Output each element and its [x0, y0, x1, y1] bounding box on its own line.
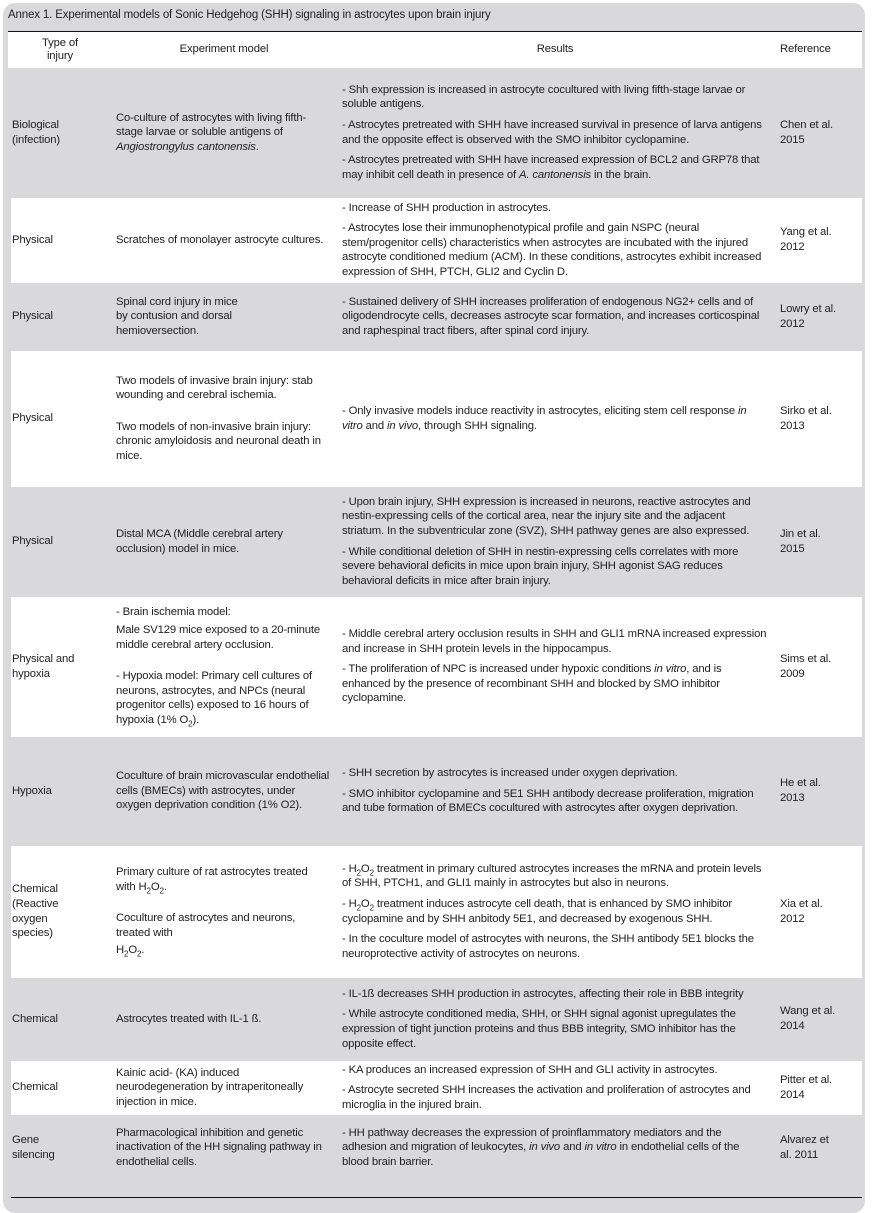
italic-text: A. cantonensis [519, 168, 592, 181]
italic-text: in vitro [584, 1141, 617, 1154]
injury-type-cell: Physical and hypoxia [8, 597, 112, 737]
injury-type-cell: Physical [8, 351, 112, 487]
table-row [8, 283, 862, 351]
results-cell [336, 1061, 774, 1115]
text-run: and [362, 419, 387, 432]
text-run: and [560, 1141, 585, 1154]
result-item [342, 766, 768, 781]
result-item [342, 221, 768, 279]
table-row [8, 198, 862, 283]
text-run: Coculture of astrocytes and neurons, treated with [116, 912, 296, 939]
results-cell [336, 978, 774, 1061]
result-item [342, 897, 768, 926]
text-run: Coculture of brain microvascular endothelial cells (BMECs) with astrocytes, under oxygen deprivation condition (1% O2). [116, 770, 330, 812]
result-item [342, 1007, 768, 1051]
experiment-model-cell [112, 597, 336, 737]
subscript: 2 [356, 903, 361, 913]
header-type-of-injury: Type of injury [41, 36, 78, 62]
reference-cell: Lowry et al. 2012 [780, 302, 836, 330]
experiment-model-cell [112, 68, 336, 198]
text-run: - Shh expression is increased in astrocyte cocultured with living fifth-stage larvae or soluble antigens. [342, 83, 746, 111]
text-run: Two models of invasive brain injury: stab wounding and cerebral ischemia. [116, 374, 313, 402]
table-row [8, 1115, 862, 1181]
result-item [342, 1063, 768, 1078]
text-run: in endothelial cells of the blood brain barrier. [342, 1141, 740, 1168]
text-run: in the brain. [591, 168, 652, 181]
subscript: 2 [159, 885, 164, 895]
result-item [342, 495, 768, 539]
text-run: - Sustained delivery of SHH increases proliferation of endogenous NG2+ cells and of oligodendrocyte cells, decreases astrocyte scar formation, and increases corticospinal and raphespinal tract fibers, after spinal cord injury. [342, 295, 760, 337]
text-run: - Middle cerebral artery occlusion results in SHH and GLI1 mRNA increased expression and increase in SHH protein levels in the hippocampus. [342, 628, 767, 655]
injury-type-cell: Physical [12, 535, 53, 548]
text-run: H [116, 944, 125, 957]
table-row [8, 1061, 862, 1115]
text-run: O [150, 880, 160, 893]
result-item [342, 932, 768, 961]
text-run: . [255, 140, 259, 153]
model-paragraph [116, 769, 330, 813]
text-run: Kainic acid- (KA) induced neurodegeneration by intraperitoneally injection in mice. [116, 1066, 304, 1108]
table-row [8, 351, 862, 487]
injury-type-cell: Chemical [12, 1012, 58, 1025]
results-cell [336, 846, 774, 978]
text-run: - IL-1ß decreases SHH production in astrocytes, affecting their role in BBB integrity [342, 987, 744, 1000]
subscript: 2 [136, 949, 142, 959]
text-run: Scratches of monolayer astrocyte cultures. [116, 233, 324, 246]
model-paragraph [116, 605, 330, 620]
model-paragraph [116, 374, 330, 403]
injury-type-cell: Chemical [8, 1061, 112, 1115]
model-paragraph [116, 1126, 330, 1170]
italic-text: in vivo [529, 1141, 561, 1154]
text-run: , and is enhanced by the presence of recombinant SHH and blocked by SMO inhibitor cyclopamine. [342, 663, 722, 705]
table-row [8, 68, 862, 198]
text-run: - Hypoxia model: Primary cell cultures of neurons, astrocytes, and NPCs (neural progenitor cells) exposed to 16 hours of hypoxia (1% O [116, 670, 313, 726]
result-item [342, 627, 768, 656]
results-cell [336, 1115, 774, 1181]
reference-cell: Yang et al. 2012 [780, 226, 832, 253]
text-run: - HH pathway decreases the expression of proinflammatory mediators and the adhesion and migration of leukocytes, [342, 1126, 722, 1154]
text-run: Pharmacological inhibition and genetic inactivation of the HH signaling pathway in endothelial cells. [116, 1126, 322, 1168]
results-cell [336, 351, 774, 487]
results-cell [336, 283, 774, 351]
experiment-model-cell [112, 198, 336, 283]
text-run: - Only invasive models induce reactivity in astrocytes, eliciting stem cell response [342, 404, 738, 417]
subscript: 2 [369, 867, 374, 877]
experiment-model-cell [112, 351, 336, 487]
text-run: - Astrocyte secreted SHH increases the activation and proliferation of astrocytes and microglia in the injured brain. [342, 1084, 751, 1111]
model-paragraph [116, 865, 330, 894]
text-run: Co-culture of astrocytes with living fifth-stage larvae or soluble antigens of [116, 111, 307, 139]
text-run: - Upon brain injury, SHH expression is increased in neurons, reactive astrocytes and nestin-expressing cells of the cortical area, near the injury site and the adjacent striatum. In the subventricular zone (SVZ), SHH pathway genes are also expressed. [342, 495, 751, 537]
text-run: Spinal cord injury in mice by contusion and dorsal hemioversection. [116, 295, 238, 337]
result-item [342, 153, 768, 182]
result-item [342, 862, 768, 891]
text-run: ). [192, 713, 200, 726]
injury-type-cell: Physical [8, 198, 112, 283]
italic-text: Angiostrongylus cantonensis [116, 140, 256, 153]
text-run: Astrocytes treated with IL-1 ß. [116, 1012, 262, 1025]
model-paragraph [116, 233, 330, 248]
table-row [8, 737, 862, 846]
text-run: . [141, 944, 145, 957]
reference-cell: Sirko et al. 2013 [780, 404, 832, 432]
italic-text: in vitro [342, 404, 747, 432]
injury-type-cell: Physical [12, 310, 53, 323]
text-run: - H [342, 897, 357, 910]
reference-cell: Xia et al. 2012 [780, 897, 823, 925]
injury-type-cell: Gene silencing [12, 1133, 55, 1161]
result-item [342, 662, 768, 706]
experiment-model-cell [112, 978, 336, 1061]
table-bottom-rule [11, 1197, 862, 1198]
header-reference: Reference [780, 43, 831, 56]
text-run: - SHH secretion by astrocytes is increased under oxygen deprivation. [342, 767, 678, 780]
text-run: - Increase of SHH production in astrocytes. [342, 201, 551, 214]
model-paragraph [116, 295, 330, 339]
text-run: - Astrocytes lose their immunophenotypical profile and gain NSPC (neural stem/progenitor cells) characteristics when astrocytes are incubated with the injured astrocyte conditioned medium (ACM). In these conditions, astrocytes exhibit increased expression of SHH, PTCH, GLI2 and Cyclin D. [342, 222, 762, 278]
table-row [8, 597, 862, 737]
text-run: - In the coculture model of astrocytes with neurons, the SHH antibody 5E1 blocks the neuroprotective activity of astrocytes on neurons. [342, 933, 754, 960]
subscript: 2 [356, 867, 361, 877]
subscript: 2 [188, 719, 193, 729]
result-item [342, 118, 768, 147]
experiment-model-cell [112, 737, 336, 846]
text-run: treatment induces astrocyte cell death, that is enhanced by SMO inhibitor cyclopamine and by SHH anbitody 5E1, and decreased by exogenous SHH. [342, 897, 733, 925]
model-paragraph [116, 420, 330, 464]
table-row [8, 846, 862, 978]
reference-cell: Wang et al. 2014 [780, 1005, 836, 1032]
subscript: 2 [146, 885, 151, 895]
results-cell [336, 198, 774, 283]
text-run: treatment in primary cultured astrocytes increases the mRNA and protein levels of SHH, PTCH1, and GLI1 mainly in astrocytes but also in neurons. [342, 862, 762, 890]
result-item [342, 1083, 768, 1112]
table-header-row [8, 32, 862, 68]
injury-type-cell: Hypoxia [12, 784, 52, 797]
text-run: - Astrocytes pretreated with SHH have increased survival in presence of larva antigens and the opposite effect is observed with the SMO inhibitor cyclopamine. [342, 118, 762, 146]
table-caption: Annex 1. Experimental models of Sonic Hedgehog (SHH) signaling in astrocytes upon brain injury [8, 9, 491, 21]
experiment-model-cell [112, 1061, 336, 1115]
text-run: - Brain ischemia model: [116, 606, 231, 619]
model-paragraph [116, 623, 330, 652]
text-run: - Astrocytes pretreated with SHH have increased expression of BCL2 and GRP78 that may inhibit cell death in presence of [342, 154, 760, 181]
reference-cell: Sims et al. 2009 [780, 652, 832, 680]
model-paragraph [116, 1012, 330, 1027]
result-item [342, 295, 768, 339]
reference-cell: Chen et al. 2015 [780, 118, 833, 146]
text-run: Male SV129 mice exposed to a 20-minute middle cerebral artery occlusion. [116, 624, 321, 651]
result-item [342, 545, 768, 589]
results-cell [336, 597, 774, 737]
text-run: - KA produces an increased expression of SHH and GLI activity in astrocytes. [342, 1063, 718, 1076]
table-row [8, 978, 862, 1061]
text-run: - While astrocyte conditioned media, SHH, or SHH signal agonist upregulates the expression of tight junction proteins and thus BBB integrity, SMO inhibitor has the opposite effect. [342, 1008, 736, 1050]
text-run: - The proliferation of NPC is increased under hypoxic conditions [342, 663, 655, 676]
text-run: O [128, 944, 137, 957]
model-paragraph [116, 669, 330, 727]
text-run: Primary culture of rat astrocytes treated with H [116, 866, 308, 893]
table-row [8, 487, 862, 597]
experiment-model-cell [112, 1115, 336, 1181]
text-run: O [360, 897, 370, 910]
model-paragraph [116, 111, 330, 155]
result-item [342, 83, 768, 112]
results-cell [336, 68, 774, 198]
text-run: - SMO inhibitor cyclopamine and 5E1 SHH antibody decrease proliferation, migration and tube formation of BMECs cocultured with astrocytes after oxygen deprivation. [342, 787, 754, 815]
italic-text: in vitro [654, 663, 687, 676]
results-cell [336, 737, 774, 846]
reference-cell: Jin et al. 2015 [780, 527, 821, 555]
experimental-models-table [8, 31, 862, 1181]
text-run: Two models of non-invasive brain injury: chronic amyloidosis and neuronal death in mice. [116, 420, 321, 462]
header-experiment-model: Experiment model [179, 43, 269, 56]
model-paragraph [116, 527, 330, 556]
table-body [8, 68, 862, 1181]
italic-text: in vivo [386, 419, 418, 432]
result-item [342, 1126, 768, 1170]
text-run: O [360, 862, 370, 875]
result-item [342, 404, 768, 433]
experiment-model-cell [112, 487, 336, 597]
experiment-model-cell [112, 283, 336, 351]
result-item [342, 201, 768, 216]
text-run: - While conditional deletion of SHH in nestin-expressing cells correlates with more severe behavioral deficits in mice upon brain injury, SHH agonist SAG reduces behavioral deficits in mice after brain injury. [342, 545, 739, 587]
injury-type-cell: Biological (infection) [12, 118, 60, 146]
results-cell [336, 487, 774, 597]
text-run: Distal MCA (Middle cerebral artery occlusion) model in mice. [116, 527, 283, 555]
model-paragraph [116, 943, 330, 958]
header-results: Results [536, 43, 574, 56]
subscript: 2 [369, 903, 374, 913]
injury-type-cell: Chemical (Reactive oxygen species) [8, 846, 112, 978]
text-run: . [163, 880, 167, 893]
result-item [342, 987, 768, 1002]
reference-cell: Alvarez et al. 2011 [780, 1133, 829, 1161]
result-item [342, 787, 768, 816]
subscript: 2 [124, 949, 129, 959]
reference-cell: Pitter et al. 2014 [780, 1073, 833, 1101]
reference-cell: He et al. 2013 [780, 777, 821, 804]
experiment-model-cell [112, 846, 336, 978]
model-paragraph [116, 1066, 330, 1110]
text-run: , through SHH signaling. [417, 419, 537, 432]
text-run: - H [342, 862, 357, 875]
model-paragraph [116, 911, 330, 940]
